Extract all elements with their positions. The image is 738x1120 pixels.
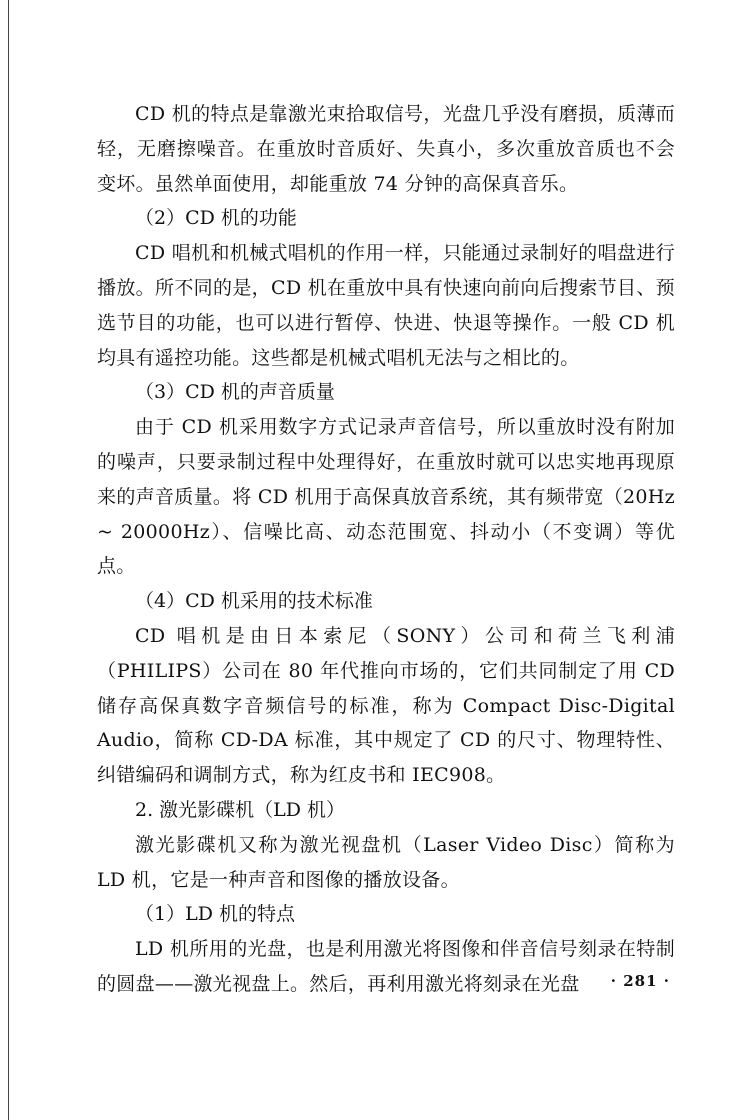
heading-cd-functions: （2）CD 机的功能 [135, 207, 297, 230]
heading-ld-features: （1）LD 机的特点 [135, 903, 295, 926]
paragraph-ld-player: 激光影碟机又称为激光视盘机（Laser Video Disc）简称为 LD 机，它是一种声音和图像的播放设备。 [97, 833, 675, 891]
heading-ld-player: 2. 激光影碟机（LD 机） [135, 798, 346, 821]
paragraph-cd-functions: CD 唱机和机械式唱机的作用一样，只能通过录制好的唱盘进行播放。所不同的是，CD 机在重放中具有快速向前向后搜索节目、预选节目的功能，也可以进行暂停、快进、快退等操作。一般 CD 机均具有遥控功能。这些都是机械式唱机无法与之相比的。 [97, 242, 675, 369]
paragraph-cd-standard: CD 唱机是由日本索尼（SONY）公司和荷兰飞利浦（PHILIPS）公司在 80 年代推向市场的，它们共同制定了用 CD 储存高保真数字音频信号的标准，称为 Compact Disc-Digital Audio，简称 CD-DA 标准，其中规定了 CD 的尺寸、物理特性、纠错编码和调制方式，称为红皮书和 IEC908。 [97, 624, 675, 787]
paragraph-cd-sound-quality: 由于 CD 机采用数字方式记录声音信号，所以重放时没有附加的噪声，只要录制过程中处理得好，在重放时就可以忠实地再现原来的声音质量。将 CD 机用于高保真放音系统，其有频带宽（20Hz ~ 20000Hz）、信噪比高、动态范围宽、抖动小（不变调）等优点。 [97, 416, 675, 578]
paragraph-ld-features: LD 机所用的光盘，也是利用激光将图像和伴音信号刻录在特制的圆盘——激光视盘上。然后，再利用激光将刻录在光盘 [97, 938, 675, 995]
heading-cd-standard: （4）CD 机采用的技术标准 [135, 590, 373, 613]
page-number: · 281 · [610, 972, 670, 990]
page-body [97, 97, 675, 1002]
paragraph-cd-features: CD 机的特点是靠激光束拾取信号，光盘几乎没有磨损，质薄而轻，无磨擦噪音。在重放时音质好、失真小，多次重放音质也不会变坏。虽然单面使用，却能重放 74 分钟的高保真音乐。 [97, 103, 675, 195]
page-margin-rule [8, 0, 9, 1120]
heading-cd-sound-quality: （3）CD 机的声音质量 [135, 381, 335, 404]
